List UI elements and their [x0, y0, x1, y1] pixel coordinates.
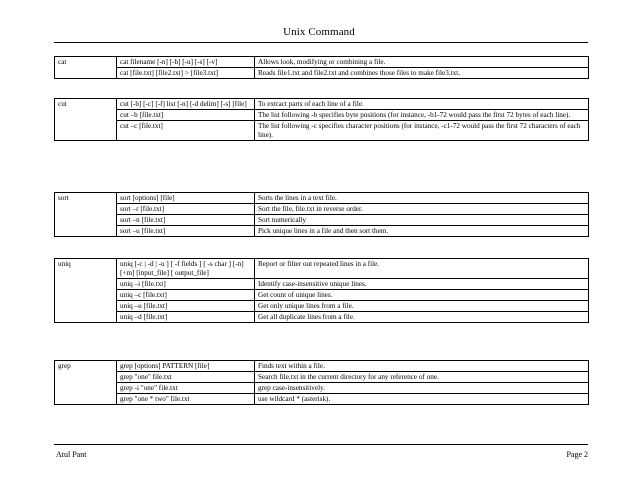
syntax-cell: grep [options] PATTERN [file] [117, 361, 255, 372]
description-cell: grep case-insensitively. [255, 383, 589, 394]
table-row [55, 68, 589, 79]
description-cell: Sort the file, file.txt in reverse order. [255, 204, 589, 215]
footer-page-number: Page 2 [566, 450, 588, 459]
syntax-cell: sort –r [file.txt] [117, 204, 255, 215]
table-row [55, 204, 589, 215]
table-row [55, 312, 589, 323]
table-row [55, 259, 589, 279]
table-row [55, 290, 589, 301]
description-cell: Sorts the lines in a text file. [255, 193, 589, 204]
description-cell: The list following -b specifies byte positions (for instance, -b1-72 would pass the first 72 bytes of each line). [255, 110, 589, 121]
description-cell: Reads file1.txt and file2.txt and combines those files to make file3.txt. [255, 68, 589, 79]
syntax-cell: cat filename [-n] [-b] [-u] [-s] [-v] [117, 57, 255, 68]
table-row [55, 110, 589, 121]
command-name-cell: sort [55, 193, 117, 237]
description-cell: use wildcard * (asterisk). [255, 394, 589, 405]
syntax-cell: sort –n [file.txt] [117, 215, 255, 226]
description-cell: Pick unique lines in a file and then sort them. [255, 226, 589, 237]
table-row [55, 301, 589, 312]
syntax-cell: cut [-b] [-c] [-f] list [-n] [-d delim] [-s] [file] [117, 99, 255, 110]
table-row [55, 193, 589, 204]
syntax-cell: grep "one" file.txt [117, 372, 255, 383]
table-row [55, 215, 589, 226]
page-title: Unix Command [283, 26, 355, 38]
footer-divider [54, 444, 588, 445]
grep-table [54, 360, 589, 405]
description-cell: Sort numerically [255, 215, 589, 226]
description-cell: Search file.txt in the current directory for any reference of one. [255, 372, 589, 383]
table-row [55, 57, 589, 68]
description-cell: Get count of unique lines. [255, 290, 589, 301]
command-name-cell: grep [55, 361, 117, 405]
table-row [55, 361, 589, 372]
footer-author: Atul Pant [56, 450, 87, 459]
command-name-cell: cat [55, 57, 117, 79]
table-row [55, 394, 589, 405]
uniq-table [54, 258, 589, 323]
syntax-cell: sort [options] [file] [117, 193, 255, 204]
syntax-cell: cut –b [file.txt] [117, 110, 255, 121]
sort-table [54, 192, 589, 237]
syntax-cell: uniq –c [file.txt] [117, 290, 255, 301]
cut-table [54, 98, 589, 141]
syntax-cell: cat [file.txt] [file2.txt] > [file3.txt] [117, 68, 255, 79]
table-row [55, 279, 589, 290]
description-cell: To extract parts of each line of a file. [255, 99, 589, 110]
command-name-cell: uniq [55, 259, 117, 323]
description-cell: Report or filter out repeated lines in a file. [255, 259, 589, 279]
description-cell: Finds text within a file. [255, 361, 589, 372]
command-name-cell: cut [55, 99, 117, 141]
description-cell: Get only unique lines from a file. [255, 301, 589, 312]
description-cell: Identify case-insensitive unique lines. [255, 279, 589, 290]
syntax-cell: grep "one * two" file.txt [117, 394, 255, 405]
title-divider [54, 42, 588, 43]
table-row [55, 121, 589, 141]
syntax-cell: uniq –u [file.txt] [117, 301, 255, 312]
syntax-cell: uniq [-c | -d | -u ] [ -f fields ] [ -s char ] [-n] [+m] [input_file] [ output_file] [117, 259, 255, 279]
syntax-cell: uniq –i [file.txt] [117, 279, 255, 290]
table-row [55, 383, 589, 394]
syntax-cell: sort –u [file.txt] [117, 226, 255, 237]
description-cell: Allows look, modifying or combining a file. [255, 57, 589, 68]
syntax-cell: uniq –d [file.txt] [117, 312, 255, 323]
description-cell: The list following -c specifies character positions (for instance, -c1-72 would pass the first 72 characters of each line). [255, 121, 589, 141]
description-cell: Get all duplicate lines from a file. [255, 312, 589, 323]
syntax-cell: cut –c [file.txt] [117, 121, 255, 141]
table-row [55, 99, 589, 110]
cat-table [54, 56, 589, 79]
table-row [55, 226, 589, 237]
syntax-cell: grep -i "one" file.txt [117, 383, 255, 394]
table-row [55, 372, 589, 383]
